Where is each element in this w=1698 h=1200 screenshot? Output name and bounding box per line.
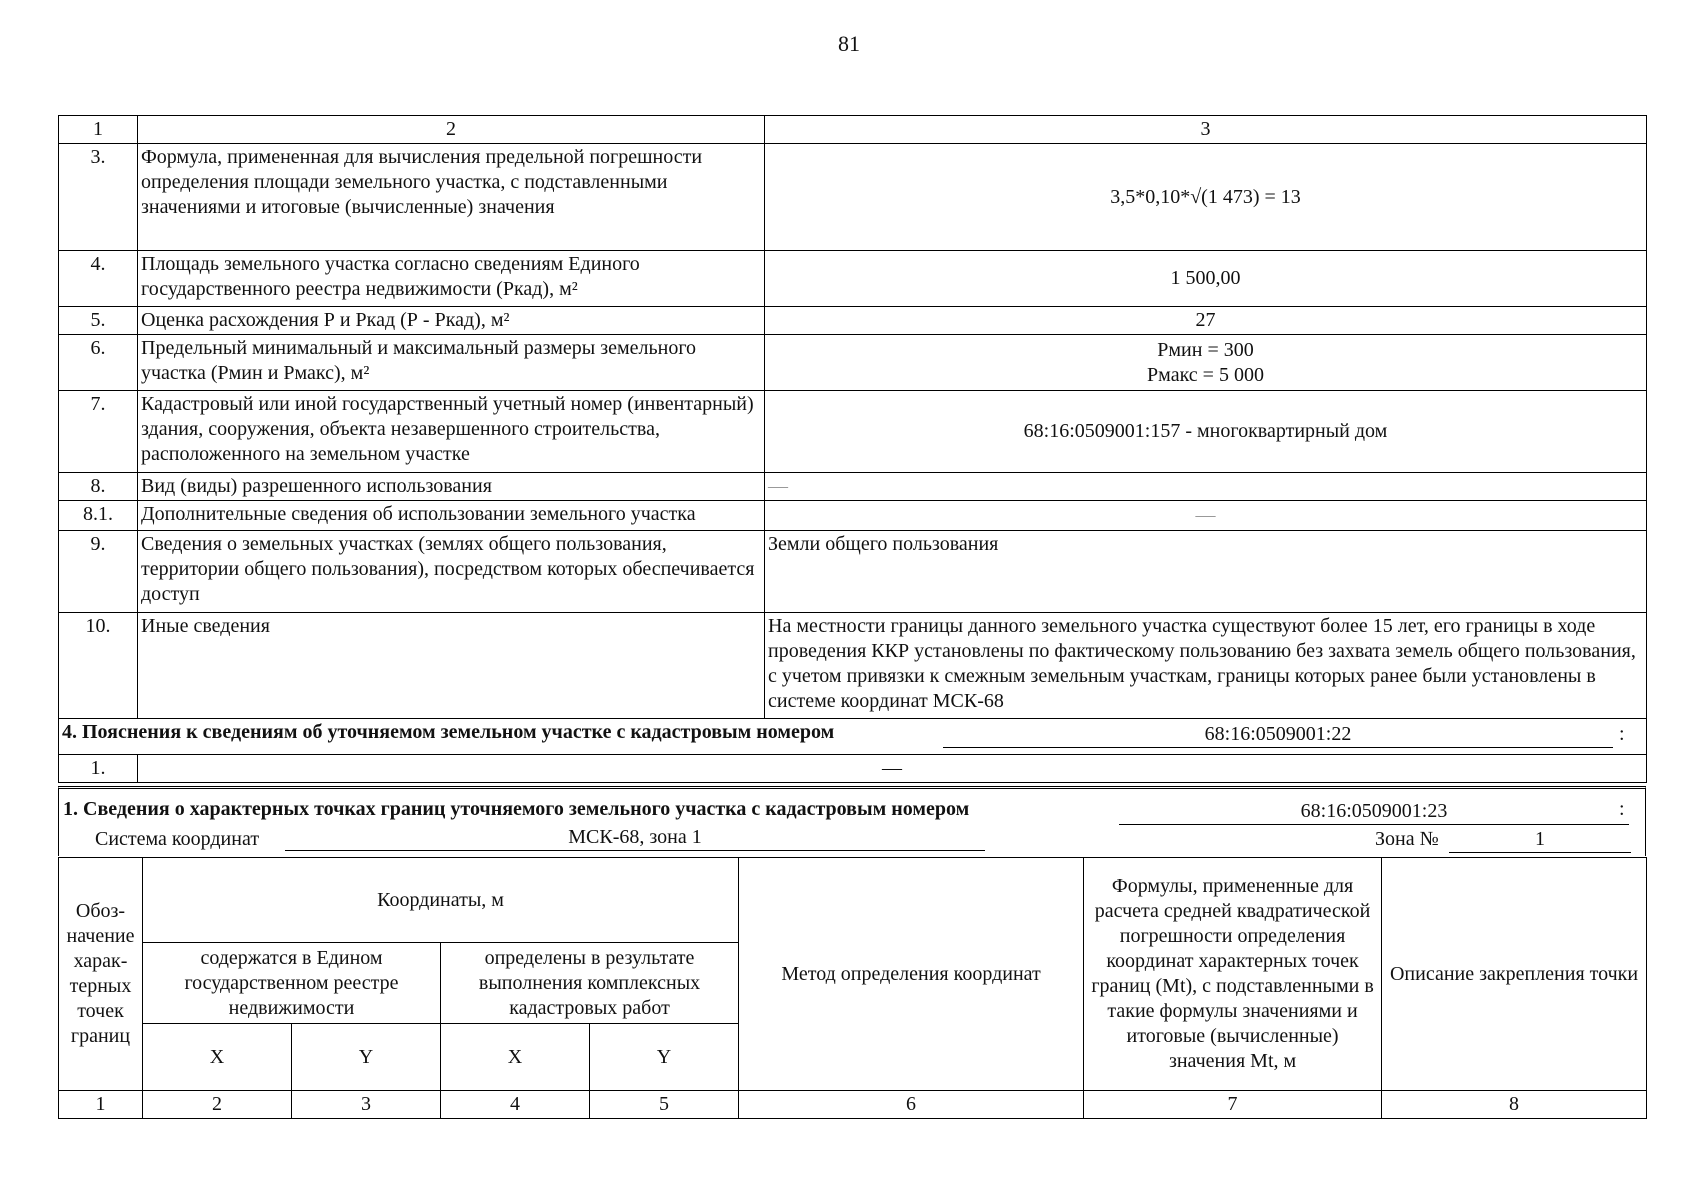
row-number: 5.	[59, 307, 138, 335]
section-1-header	[58, 786, 1646, 856]
row-label: Кадастровый или иной государственный учетный номер (инвентарный) здания, сооружения, объекта незавершенного строительства, расположенного на земельном участке	[138, 391, 765, 473]
row-number: 10.	[59, 613, 138, 719]
y-header: Y	[590, 1024, 739, 1091]
formulas-header: Формулы, примененные для расчета средней квадратической погрешности определения координат характерных точек границ (Mt), с подставленными в такие формулы значениями и итоговые (вычисленные) значения Mt, м	[1084, 858, 1382, 1091]
section-1-colon: :	[1619, 798, 1625, 820]
column-number: 3	[292, 1091, 441, 1119]
coordinates-header: Координаты, м	[143, 858, 739, 943]
table-row	[59, 335, 1647, 391]
row-number: 4.	[59, 251, 138, 307]
row-value: 3,5*0,10*√(1 473) = 13	[765, 144, 1647, 251]
row-label: Площадь земельного участка согласно сведениям Единого государственного реестра недвижимости (Ркад), м²	[138, 251, 765, 307]
row-number: 7.	[59, 391, 138, 473]
point-designation-header: Обоз-начение харак-терных точек границ	[59, 858, 143, 1091]
row-label: Сведения о земельных участках (землях общего пользования, территории общего пользования), посредством которых обеспечивается доступ	[138, 531, 765, 613]
method-header: Метод определения координат	[739, 858, 1084, 1091]
boundary-points-table	[58, 857, 1647, 1119]
row-value: 1 500,00	[765, 251, 1647, 307]
row-label: Дополнительные сведения об использовании земельного участка	[138, 501, 765, 531]
x-header: X	[143, 1024, 292, 1091]
row-label: Иные сведения	[138, 613, 765, 719]
table-row	[59, 251, 1647, 307]
column-number: 6	[739, 1091, 1084, 1119]
table-row	[59, 473, 1647, 501]
max-size: Рмакс = 5 000	[1147, 363, 1264, 386]
row-value	[765, 335, 1647, 391]
column-number: 1	[59, 1091, 143, 1119]
row-number: 1.	[59, 755, 138, 783]
row-value: 68:16:0509001:157 - многоквартирный дом	[765, 391, 1647, 473]
row-number: 8.1.	[59, 501, 138, 531]
row-value: —	[765, 501, 1647, 531]
crs-label: Система координат	[95, 828, 260, 850]
column-number: 1	[59, 116, 138, 144]
row-number: 8.	[59, 473, 138, 501]
section-1-cadastral-number: 68:16:0509001:23	[1119, 799, 1629, 825]
crs-value: МСК-68, зона 1	[285, 825, 985, 851]
section-4-cadastral-number: 68:16:0509001:22	[943, 722, 1613, 748]
table-row	[59, 501, 1647, 531]
table-row	[59, 307, 1647, 335]
description-header: Описание закрепления точки	[1382, 858, 1647, 1091]
table-row	[59, 531, 1647, 613]
section-4-title	[59, 719, 1647, 755]
column-number: 4	[441, 1091, 590, 1119]
column-number: 8	[1382, 1091, 1647, 1119]
min-size: Рмин = 300	[1157, 338, 1254, 361]
row-number: 6.	[59, 335, 138, 391]
column-number: 3	[765, 116, 1647, 144]
zone-label: Зона №	[1375, 828, 1439, 850]
table-header-row	[59, 116, 1647, 144]
column-number: 7	[1084, 1091, 1382, 1119]
page-number: 81	[838, 31, 860, 56]
row-label: Формула, примененная для вычисления предельной погрешности определения площади земельного участка, с подставленными значениями и итоговые (вычисленные) значения	[138, 144, 765, 251]
row-value: Земли общего пользования	[765, 531, 1647, 613]
column-number: 2	[138, 116, 765, 144]
section-4-title-row	[59, 719, 1647, 755]
row-value: На местности границы данного земельного участка существуют более 15 лет, его границы в ходе проведения ККР установлены по фактическому пользованию без захвата земель общего пользования, с учетом привязки к смежным земельным участкам, границы которых ранее были установлены в системе координат МСК-68	[765, 613, 1647, 719]
row-value: 27	[765, 307, 1647, 335]
row-number: 9.	[59, 531, 138, 613]
column-numbers-row	[59, 1091, 1647, 1119]
egrn-header: содержатся в Едином государственном реестре недвижимости	[143, 943, 441, 1024]
table-row	[59, 613, 1647, 719]
kkr-header: определены в результате выполнения комплексных кадастровых работ	[441, 943, 739, 1024]
section-4-row	[59, 755, 1647, 783]
table-row	[59, 144, 1647, 251]
row-label: Вид (виды) разрешенного использования	[138, 473, 765, 501]
x-header: X	[441, 1024, 590, 1091]
row-number: 3.	[59, 144, 138, 251]
column-number: 2	[143, 1091, 292, 1119]
header-row-1	[59, 858, 1647, 943]
y-header: Y	[292, 1024, 441, 1091]
section-1-title: 1. Сведения о характерных точках границ уточняемого земельного участка с кадастровым номером	[63, 798, 970, 820]
row-value: —	[765, 473, 1647, 501]
section-4-heading: 4. Пояснения к сведениям об уточняемом земельном участке с кадастровым номером	[62, 721, 835, 743]
area-info-table	[58, 115, 1647, 783]
column-number: 5	[590, 1091, 739, 1119]
zone-value: 1	[1449, 827, 1631, 853]
row-value: —	[138, 755, 1647, 783]
row-label: Оценка расхождения Р и Ркад (Р - Ркад), м²	[138, 307, 765, 335]
row-label: Предельный минимальный и максимальный размеры земельного участка (Рмин и Рмакс), м²	[138, 335, 765, 391]
table-row	[59, 391, 1647, 473]
section-4-colon: :	[1619, 723, 1625, 745]
